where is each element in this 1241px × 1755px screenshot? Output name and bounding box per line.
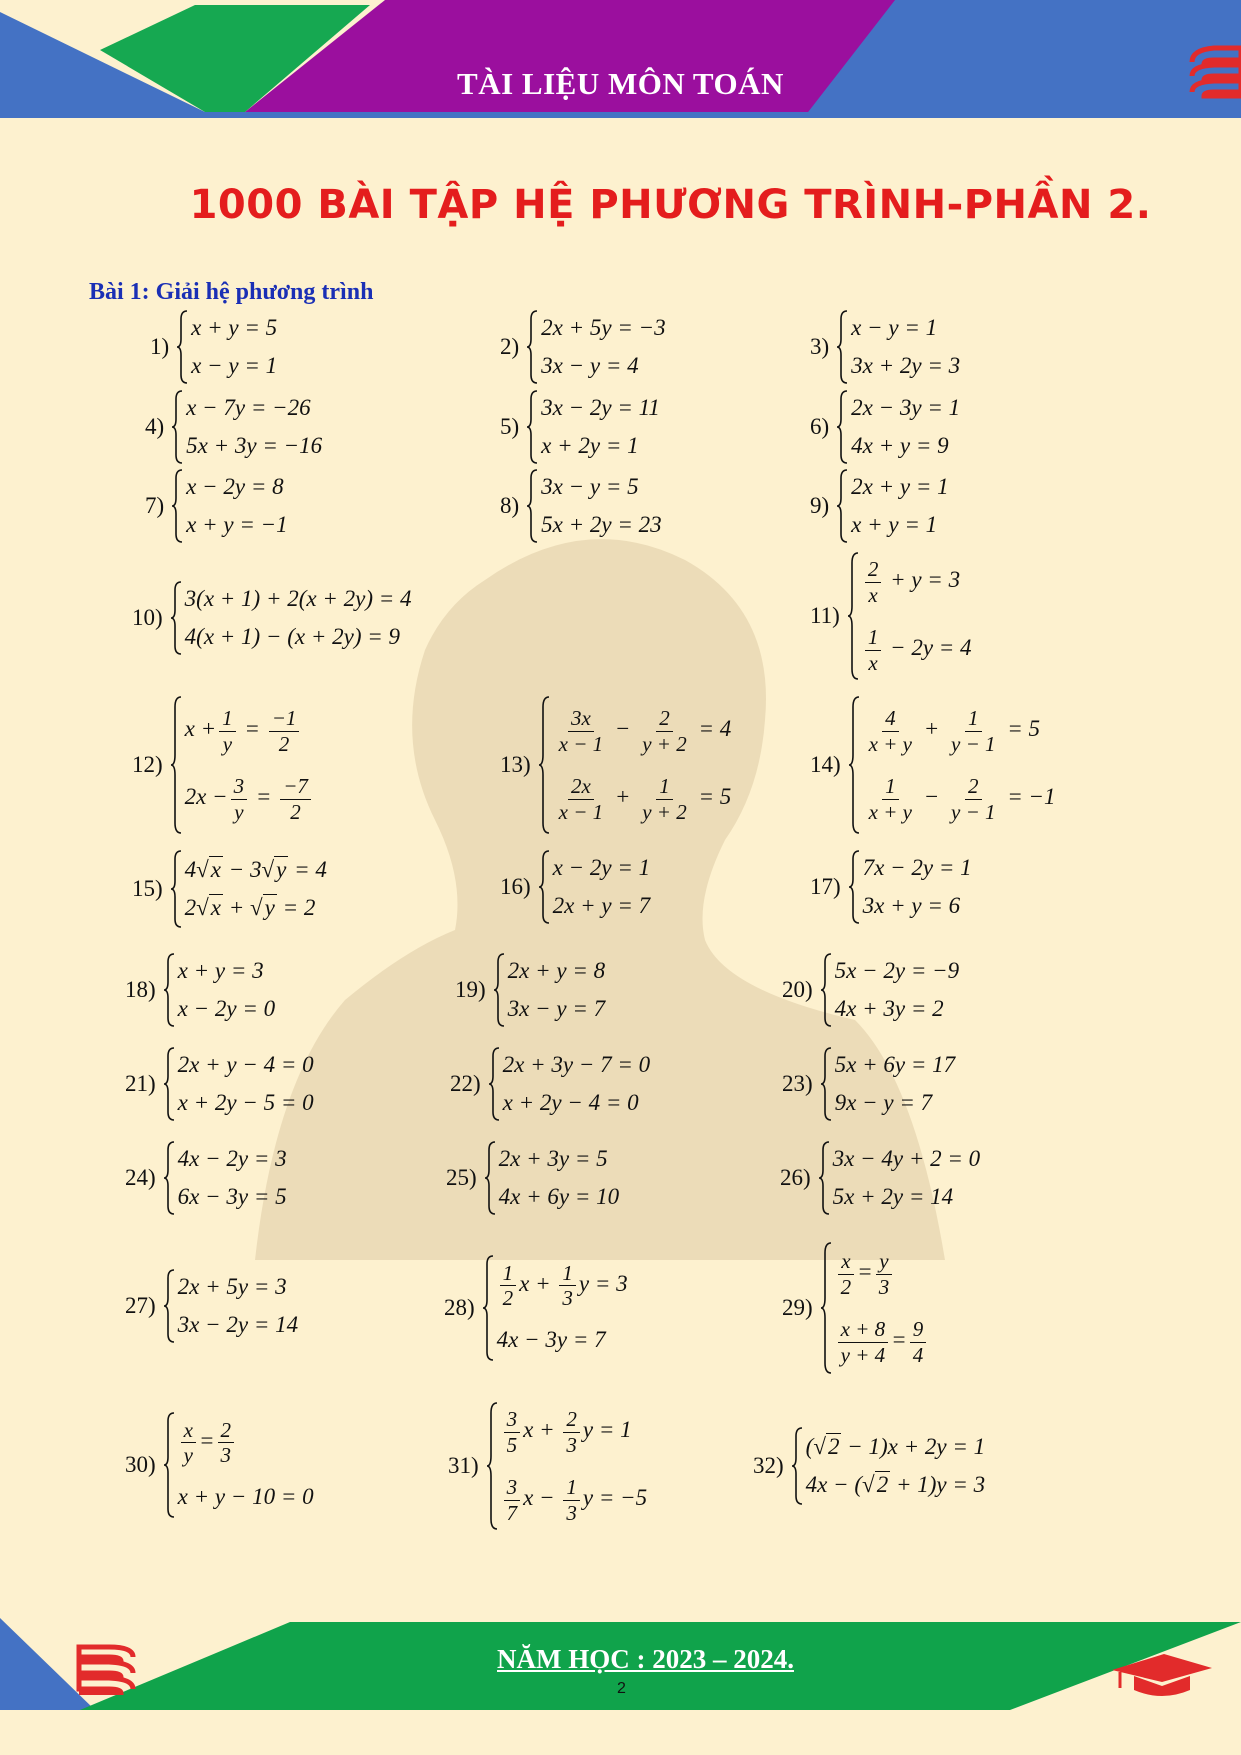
brace-icon	[835, 389, 849, 465]
fraction: $\frac{3x}{x - 1}$	[558, 706, 604, 756]
equation-line: 4x − 2y = 3	[177, 1146, 287, 1172]
books-icon	[75, 1643, 137, 1695]
equation-line: 4x − (√2 + 1)y = 3	[805, 1472, 986, 1498]
problem-label: 4)	[145, 414, 165, 439]
equation-line: 9x − y = 7	[834, 1090, 933, 1116]
problem-5	[500, 389, 660, 465]
equation-line: x + y = 1	[851, 512, 938, 538]
equation-line: x − 2y = 1	[552, 855, 651, 881]
problem-17	[810, 849, 972, 925]
equation-line: x + y = −1	[186, 512, 288, 538]
problem-label: 13)	[500, 752, 531, 777]
problem-label: 22)	[450, 1071, 481, 1096]
fraction: $\frac{3}{5}$	[504, 1407, 521, 1456]
fraction: $\frac{x}{y}$	[181, 1418, 196, 1467]
brace-icon	[170, 468, 184, 544]
equation-line: 4√x − 3√y = 4	[184, 857, 327, 883]
equation-line: 4x + 3y = 2	[834, 996, 944, 1022]
brace-icon	[175, 309, 189, 385]
fraction: $\frac{2}{y + 2}$	[642, 706, 687, 756]
equation-line: 5x + 6y = 17	[834, 1052, 956, 1078]
equation-line: 2x + y = 1	[851, 474, 949, 500]
equation-line: $\frac{3}{5}$ x + $\frac{2}{3}$ y = 1	[501, 1407, 647, 1456]
problem-label: 5)	[500, 414, 520, 439]
fraction: $\frac{1}{x + y}$	[868, 774, 912, 824]
problem-28	[444, 1253, 628, 1363]
brace-icon	[525, 309, 539, 385]
problem-label: 29)	[782, 1295, 813, 1320]
equation-line: $\frac{x + 8}{y + 4}$ = $\frac{9}{4}$	[835, 1317, 930, 1366]
brace-icon	[847, 849, 861, 925]
equation-line: 3(x + 1) + 2(x + 2y) = 4	[184, 586, 412, 612]
equation-line: 5x + 3y = −16	[186, 433, 323, 459]
header-band	[0, 0, 1241, 120]
fraction: $\frac{1}{y + 2}$	[642, 774, 687, 824]
equation-line: x + 2y = 1	[541, 433, 639, 459]
brace-icon	[819, 952, 833, 1028]
fraction: $\frac{2x}{x - 1}$	[558, 774, 604, 824]
problem-label: 14)	[810, 752, 841, 777]
fraction: $\frac{9}{4}$	[910, 1317, 927, 1366]
problem-26	[780, 1140, 980, 1216]
equation-line: x + 2y − 5 = 0	[177, 1090, 314, 1116]
brace-icon	[835, 309, 849, 385]
equation-line: $\frac{2x}{x - 1}$ + $\frac{1}{y + 2}$ = 5	[553, 774, 732, 823]
equation-line: x − y = 1	[851, 315, 938, 341]
problem-19	[455, 952, 605, 1028]
problem-label: 2)	[500, 334, 520, 359]
brace-icon	[483, 1140, 497, 1216]
problem-32	[753, 1426, 985, 1506]
brace-icon	[162, 952, 176, 1028]
problem-15	[132, 849, 327, 929]
fraction: $\frac{2}{3}$	[218, 1418, 235, 1467]
equation-line: 3x − y = 4	[541, 353, 639, 379]
brace-icon	[487, 1046, 501, 1122]
problem-10	[132, 580, 412, 656]
fraction: $\frac{1}{y - 1}$	[951, 706, 996, 756]
equation-line: 4x + y = 9	[851, 433, 949, 459]
header-title: TÀI LIỆU MÔN TOÁN	[457, 66, 784, 101]
equation-line: 5x + 2y = 14	[832, 1184, 954, 1210]
problem-label: 18)	[125, 977, 156, 1002]
equation-line: x + y = 5	[191, 315, 278, 341]
problem-label: 11)	[810, 603, 840, 628]
problem-13	[500, 695, 731, 835]
equation-line: 3x + y = 6	[862, 893, 961, 919]
problem-30	[125, 1410, 314, 1520]
problem-18	[125, 952, 275, 1028]
equation-line: 3x + 2y = 3	[851, 353, 961, 379]
problem-label: 24)	[125, 1165, 156, 1190]
equation-line: 2x + y = 7	[552, 893, 651, 919]
problem-27	[125, 1268, 298, 1344]
equation-line: 2x − 3y = 1	[851, 395, 961, 421]
fraction: $\frac{4}{x + y}$	[868, 706, 912, 756]
equation-line: $\frac{x}{y}$ = $\frac{2}{3}$	[178, 1418, 314, 1467]
problem-label: 25)	[446, 1165, 477, 1190]
problem-7	[145, 468, 288, 544]
problem-25	[446, 1140, 619, 1216]
equation-line: x − 2y = 8	[186, 474, 284, 500]
problem-6	[810, 389, 960, 465]
fraction: $\frac{1}{x}$	[865, 625, 882, 674]
equation-line: $\frac{x}{2}$ = $\frac{y}{3}$	[835, 1249, 930, 1298]
problem-8	[500, 468, 662, 544]
section-heading: Bài 1: Giải hệ phương trình	[89, 279, 374, 305]
problem-3	[810, 309, 960, 385]
problem-label: 6)	[810, 414, 830, 439]
fraction: $\frac{3}{7}$	[504, 1475, 521, 1524]
equation-line: 4x + 6y = 10	[498, 1184, 620, 1210]
brace-icon	[835, 468, 849, 544]
fraction: $\frac{2}{x}$	[865, 557, 882, 606]
fraction: $\frac{-1}{2}$	[269, 706, 300, 755]
equation-line: x + $\frac{1}{y}$ = $\frac{-1}{2}$	[185, 706, 314, 755]
equation-line: 2x + 3y = 5	[498, 1146, 608, 1172]
problem-22	[450, 1046, 650, 1122]
equation-line: $\frac{4}{x + y}$ + $\frac{1}{y - 1}$ = 5	[863, 706, 1056, 755]
equation-line: 3x − y = 5	[541, 474, 639, 500]
equation-line: 3x − 4y + 2 = 0	[832, 1146, 981, 1172]
problem-label: 3)	[810, 334, 830, 359]
problem-20	[782, 952, 959, 1028]
problem-label: 16)	[500, 874, 531, 899]
fraction: $\frac{y}{3}$	[876, 1249, 893, 1298]
brace-icon	[162, 1140, 176, 1216]
brace-icon	[162, 1411, 176, 1519]
fraction: $\frac{2}{y - 1}$	[951, 774, 996, 824]
fraction: $\frac{-7}{2}$	[280, 774, 311, 823]
problem-label: 23)	[782, 1071, 813, 1096]
problem-label: 28)	[444, 1295, 475, 1320]
brace-icon	[481, 1254, 495, 1362]
main-title: 1000 BÀI TẬP HỆ PHƯƠNG TRÌNH-PHẦN 2.	[189, 182, 1152, 228]
equation-line: $\frac{1}{2}$ x + $\frac{1}{3}$ y = 3	[497, 1261, 628, 1310]
problem-label: 21)	[125, 1071, 156, 1096]
equation-line: $\frac{2}{x}$ + y = 3	[862, 557, 972, 606]
equation-line: 2x + y = 8	[507, 958, 606, 984]
problem-label: 27)	[125, 1293, 156, 1318]
fraction: $\frac{3}{y}$	[231, 774, 248, 823]
brace-icon	[169, 580, 183, 656]
equation-line: 2√x + √y = 2	[184, 895, 316, 921]
problem-14	[810, 695, 1056, 835]
fraction: $\frac{2}{3}$	[563, 1407, 580, 1456]
problem-label: 10)	[132, 605, 163, 630]
equation-line: 3x − 2y = 14	[177, 1312, 299, 1338]
problem-label: 19)	[455, 977, 486, 1002]
brace-icon	[169, 849, 183, 929]
problem-label: 7)	[145, 493, 165, 518]
brace-icon	[847, 695, 861, 835]
problem-label: 32)	[753, 1453, 784, 1478]
equation-line: 2x + 3y − 7 = 0	[502, 1052, 651, 1078]
equation-line: $\frac{3}{7}$ x − $\frac{1}{3}$ y = −5	[501, 1475, 647, 1524]
equation-line: 2x + y − 4 = 0	[177, 1052, 314, 1078]
problem-1	[150, 309, 277, 385]
brace-icon	[819, 1046, 833, 1122]
fraction: $\frac{1}{3}$	[559, 1261, 576, 1310]
equation-line: x − 7y = −26	[186, 395, 311, 421]
footer-band	[0, 1600, 1241, 1755]
equation-line: 3x − y = 7	[507, 996, 606, 1022]
problem-4	[145, 389, 322, 465]
fraction: $\frac{1}{2}$	[500, 1261, 517, 1310]
brace-icon	[537, 849, 551, 925]
brace-icon	[846, 551, 860, 681]
equation-line: x + y = 3	[177, 958, 264, 984]
problem-12	[132, 695, 314, 835]
problem-label: 12)	[132, 752, 163, 777]
equation-line: x − y = 1	[191, 353, 278, 379]
equation-line: x + y − 10 = 0	[177, 1484, 314, 1510]
fraction: $\frac{x}{2}$	[838, 1249, 855, 1298]
equation-line: 5x − 2y = −9	[834, 958, 960, 984]
problem-label: 1)	[150, 334, 170, 359]
brace-icon	[485, 1401, 499, 1531]
equation-line: (√2 − 1)x + 2y = 1	[805, 1434, 986, 1460]
equation-line: 5x + 2y = 23	[541, 512, 662, 538]
equation-line: 2x − $\frac{3}{y}$ = $\frac{-7}{2}$	[185, 774, 314, 823]
page-number: 2	[617, 1680, 626, 1697]
equation-line: 2x + 5y = −3	[541, 315, 666, 341]
problem-29	[782, 1240, 929, 1376]
brace-icon	[170, 389, 184, 465]
fraction: $\frac{x + 8}{y + 4}$	[838, 1317, 889, 1366]
problem-31	[448, 1398, 647, 1534]
brace-icon	[790, 1426, 804, 1506]
equation-line: x − 2y = 0	[177, 996, 276, 1022]
problem-label: 30)	[125, 1452, 156, 1477]
brace-icon	[525, 468, 539, 544]
problem-label: 17)	[810, 874, 841, 899]
problem-label: 15)	[132, 876, 163, 901]
problem-label: 9)	[810, 493, 830, 518]
brace-icon	[162, 1268, 176, 1344]
equation-line: 2x + 5y = 3	[177, 1274, 287, 1300]
brace-icon	[169, 695, 183, 835]
fraction: $\frac{1}{y}$	[219, 706, 236, 755]
problem-label: 8)	[500, 493, 520, 518]
problem-label: 31)	[448, 1453, 479, 1478]
problem-11	[810, 548, 972, 684]
problem-23	[782, 1046, 955, 1122]
problem-9	[810, 468, 949, 544]
graduation-cap-icon	[1112, 1650, 1212, 1698]
footer-school-year: NĂM HỌC : 2023 – 2024.	[497, 1644, 794, 1674]
equation-line: $\frac{1}{x}$ − 2y = 4	[862, 625, 972, 674]
equation-line: $\frac{1}{x + y}$ − $\frac{2}{y - 1}$ = −1	[863, 774, 1056, 823]
problem-21	[125, 1046, 314, 1122]
equation-line: $\frac{3x}{x - 1}$ − $\frac{2}{y + 2}$ = 4	[553, 706, 732, 755]
problem-16	[500, 849, 650, 925]
problem-24	[125, 1140, 287, 1216]
equation-line: 4x − 3y = 7	[496, 1327, 606, 1353]
equation-line: 6x − 3y = 5	[177, 1184, 287, 1210]
equation-line: 3x − 2y = 11	[541, 395, 660, 421]
brace-icon	[817, 1140, 831, 1216]
equation-line: x + 2y − 4 = 0	[502, 1090, 639, 1116]
brace-icon	[525, 389, 539, 465]
books-icon	[1186, 44, 1241, 100]
brace-icon	[162, 1046, 176, 1122]
fraction: $\frac{1}{3}$	[563, 1475, 580, 1524]
equation-line: 7x − 2y = 1	[862, 855, 972, 881]
equation-line: 4(x + 1) − (x + 2y) = 9	[184, 624, 401, 650]
brace-icon	[492, 952, 506, 1028]
brace-icon	[819, 1241, 833, 1375]
problem-2	[500, 309, 666, 385]
problem-label: 26)	[780, 1165, 811, 1190]
problem-label: 20)	[782, 977, 813, 1002]
brace-icon	[537, 695, 551, 835]
